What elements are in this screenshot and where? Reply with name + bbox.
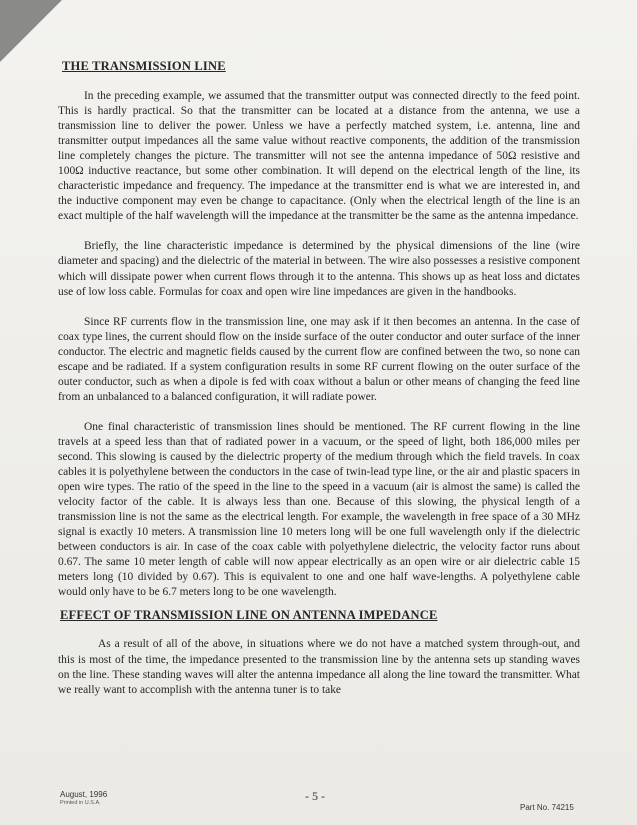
part-number: Part No. 74215 xyxy=(520,803,574,812)
paragraph: One final characteristic of transmission lines should be mentioned. The RF current flowing in the line travels at a speed less than that of radiated power in a vacuum, or the speed of light, both 186,000 miles per second. This slowing is caused by the dielectric property of the medium through which the field travels. In coax cables it is polyethylene between the conductors in the case of twin-lead type line, or the air and plastic spacers in open wire types. The ratio of the speed in the line to the speed in a vacuum (air is almost the same) is called the velocity factor of the cable. It is always less than one. Because of this slowing, the physical length of a transmission line is not the same as the electrical length. For example, the wavelength in free space of a 30 MHz signal is exactly 10 meters. A transmission line 10 meters long will be one full wavelength only if the dielectric between conductors is air. In case of the coax cable with polyethylene dielectric, the velocity factor runs about 0.67. The same 10 meter length of cable will now appear electrically as an open wire or air dielectric cable 15 meters long (10 divided by 0.67). This is equivalent to one and one half wave-lengths. A polyethylene cable would only have to be 6.7 meters long to be one wavelength. xyxy=(58,420,580,599)
page-number: - 5 - xyxy=(305,789,325,803)
paragraph: As a result of all of the above, in situations where we do not have a matched system through-out, and this is most of the time, the impedance presented to the transmission line by the antenna sets up standing waves on the line. These standing waves will alter the antenna impedance all along the line toward the transmitter. What we really want to accomplish with the antenna tuner is to take xyxy=(58,638,580,696)
footer-printed: Printed in U.S.A. xyxy=(60,800,101,806)
paragraph: Briefly, the line characteristic impedance is determined by the physical dimensions of the line (wire diameter and spacing) and the dielectric of the material in between. The wire also possesses a resistive component which will dissipate power when current flows through it to the antenna. This shows up as heat loss and dictates use of low loss cable. Formulas for coax and open wire line impedances are given in the handbooks. xyxy=(58,240,580,298)
footer-date-block xyxy=(60,790,107,808)
folded-corner xyxy=(0,0,62,62)
section-heading-transmission-line: THE TRANSMISSION LINE xyxy=(62,59,226,73)
paragraph: In the preceding example, we assumed that the transmitter output was connected directly to the feed point. This is hardly practical. So that the transmitter can be located at a distance from the antenna, we use a transmission line to deliver the power. Unless we have a perfectly matched system, i.e. antenna, line and transmitter output impedances all the same value without reactive components, the addition of the transmission line completely changes the picture. The transmitter will not see the antenna impedance of 50Ω resistive and 100Ω inductive reactance, but some other combination. It will depend on the electrical length of the line, its characteristic impedance and frequency. The impedance at the transmitter end is what we are interested in, and the inductive component may even be change to capacitance. (Only when the electrical length of the line is an exact multiple of the half wavelength will the impedance at the transmitter be the same as the antenna impedance. xyxy=(58,90,580,223)
footer-date: August, 1996 xyxy=(60,790,108,799)
paragraph: Since RF currents flow in the transmission line, one may ask if it then becomes an antenna. In the case of coax type lines, the current should flow on the inside surface of the outer conductor and outer surface of the inner conductor. The electric and magnetic fields caused by the current flow are confined between the two, so none can escape and be radiated. If a system configuration results in some RF current flowing on the outer surface of the outer conductor, such as when a dipole is fed with coax without a balun or other means of changing the feed line from an unbalanced to a balanced configuration, it will radiate power. xyxy=(58,315,580,403)
document-body xyxy=(58,58,580,698)
section-heading-effect-on-impedance: EFFECT OF TRANSMISSION LINE ON ANTENNA IMPEDANCE xyxy=(60,608,438,623)
